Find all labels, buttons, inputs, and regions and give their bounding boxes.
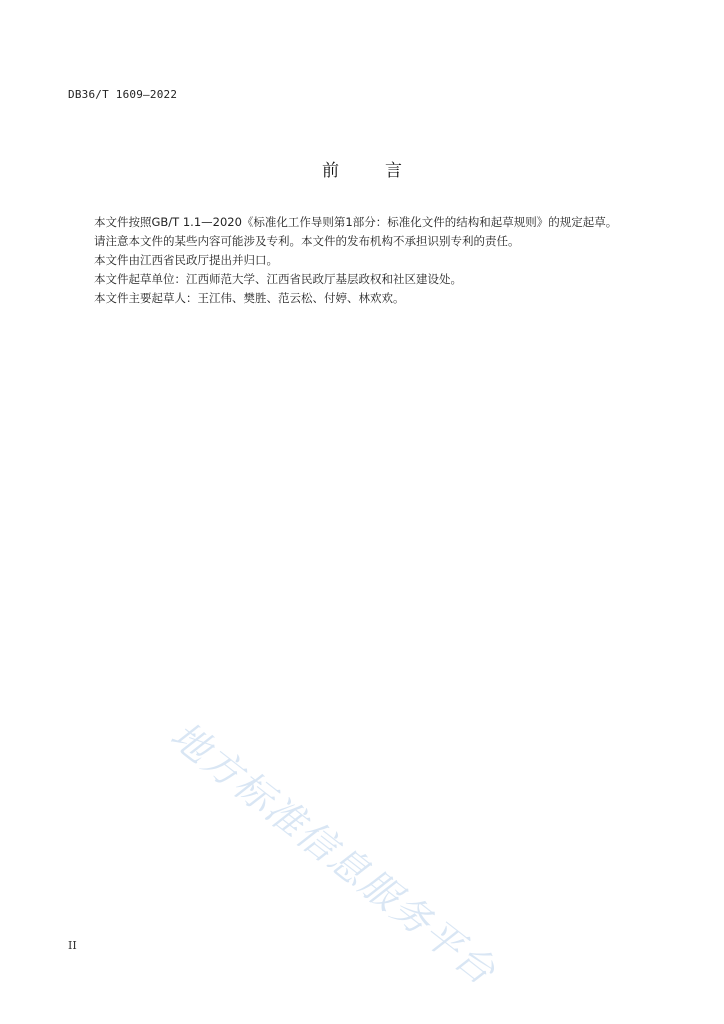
document-code: DB36/T 1609—2022	[68, 88, 178, 101]
title-char-1: 前	[322, 161, 339, 181]
paragraph-drafters: 本文件主要起草人：王江伟、樊胜、范云松、付婷、林欢欢。	[94, 291, 405, 305]
section-title	[0, 156, 724, 181]
paragraph-standard-reference: 本文件按照GB/T 1.1—2020《标准化工作导则第1部分：标准化文件的结构和起草规则》的规定起草。	[94, 215, 618, 229]
paragraph-drafting-units: 本文件起草单位：江西师范大学、江西省民政厅基层政权和社区建设处。	[94, 272, 462, 286]
paragraph-proposer: 本文件由江西省民政厅提出并归口。	[94, 253, 278, 267]
foreword-body	[67, 213, 657, 308]
watermark: 地方标准信息服务平台	[162, 712, 505, 994]
paragraph-patent-notice: 请注意本文件的某些内容可能涉及专利。本文件的发布机构不承担识别专利的责任。	[94, 234, 520, 248]
title-char-2: 言	[385, 161, 402, 181]
page-number: II	[68, 939, 77, 952]
